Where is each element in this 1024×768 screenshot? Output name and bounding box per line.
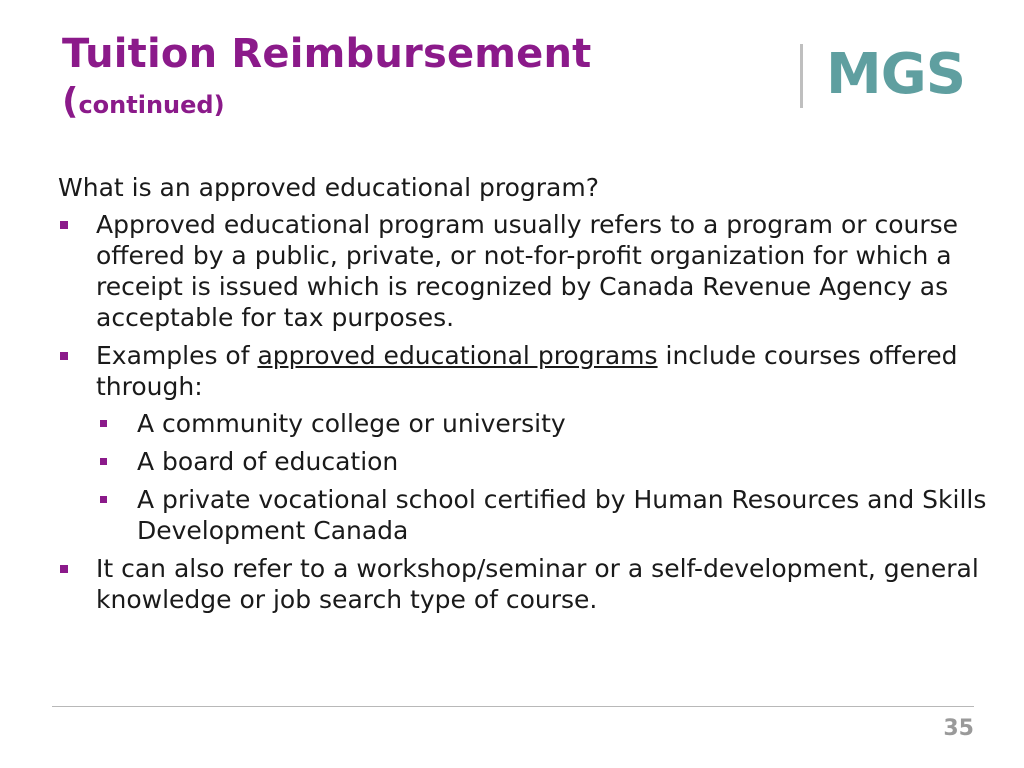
bullet-item: Approved educational program usually refers to a program or course offered by a public, private, or not-for-profit organization for which a receipt is issued which is recognized by Canada Revenue Agency as acceptable for tax purposes.	[58, 209, 988, 333]
bullet-item	[58, 340, 988, 546]
logo-divider	[800, 44, 803, 108]
title-continued	[62, 81, 592, 122]
footer-divider	[52, 706, 974, 707]
sub-bullet-list	[96, 408, 988, 546]
title-open-paren: (	[62, 81, 79, 122]
sub-bullet-item: A private vocational school certified by Human Resources and Skills Development Canada	[96, 484, 988, 546]
sub-bullet-item: A board of education	[96, 446, 988, 477]
intro-question: What is an approved educational program?	[58, 173, 599, 202]
title-continued-text: continued)	[78, 91, 225, 119]
mgs-logo: MGS	[826, 42, 966, 107]
bullet-list	[58, 209, 988, 615]
sub-bullet-item: A community college or university	[96, 408, 988, 439]
bullet-text: Examples of	[96, 341, 258, 370]
page-number: 35	[943, 716, 974, 741]
approved-programs-link[interactable]: approved educational programs	[257, 341, 658, 370]
slide-title	[62, 31, 592, 122]
title-main: Tuition Reimbursement	[62, 31, 592, 77]
bullet-item: It can also refer to a workshop/seminar or a self-development, general knowledge or job search type of course.	[58, 553, 988, 615]
bullet-text: include courses offered through:	[96, 341, 958, 401]
slide-body	[58, 172, 988, 622]
